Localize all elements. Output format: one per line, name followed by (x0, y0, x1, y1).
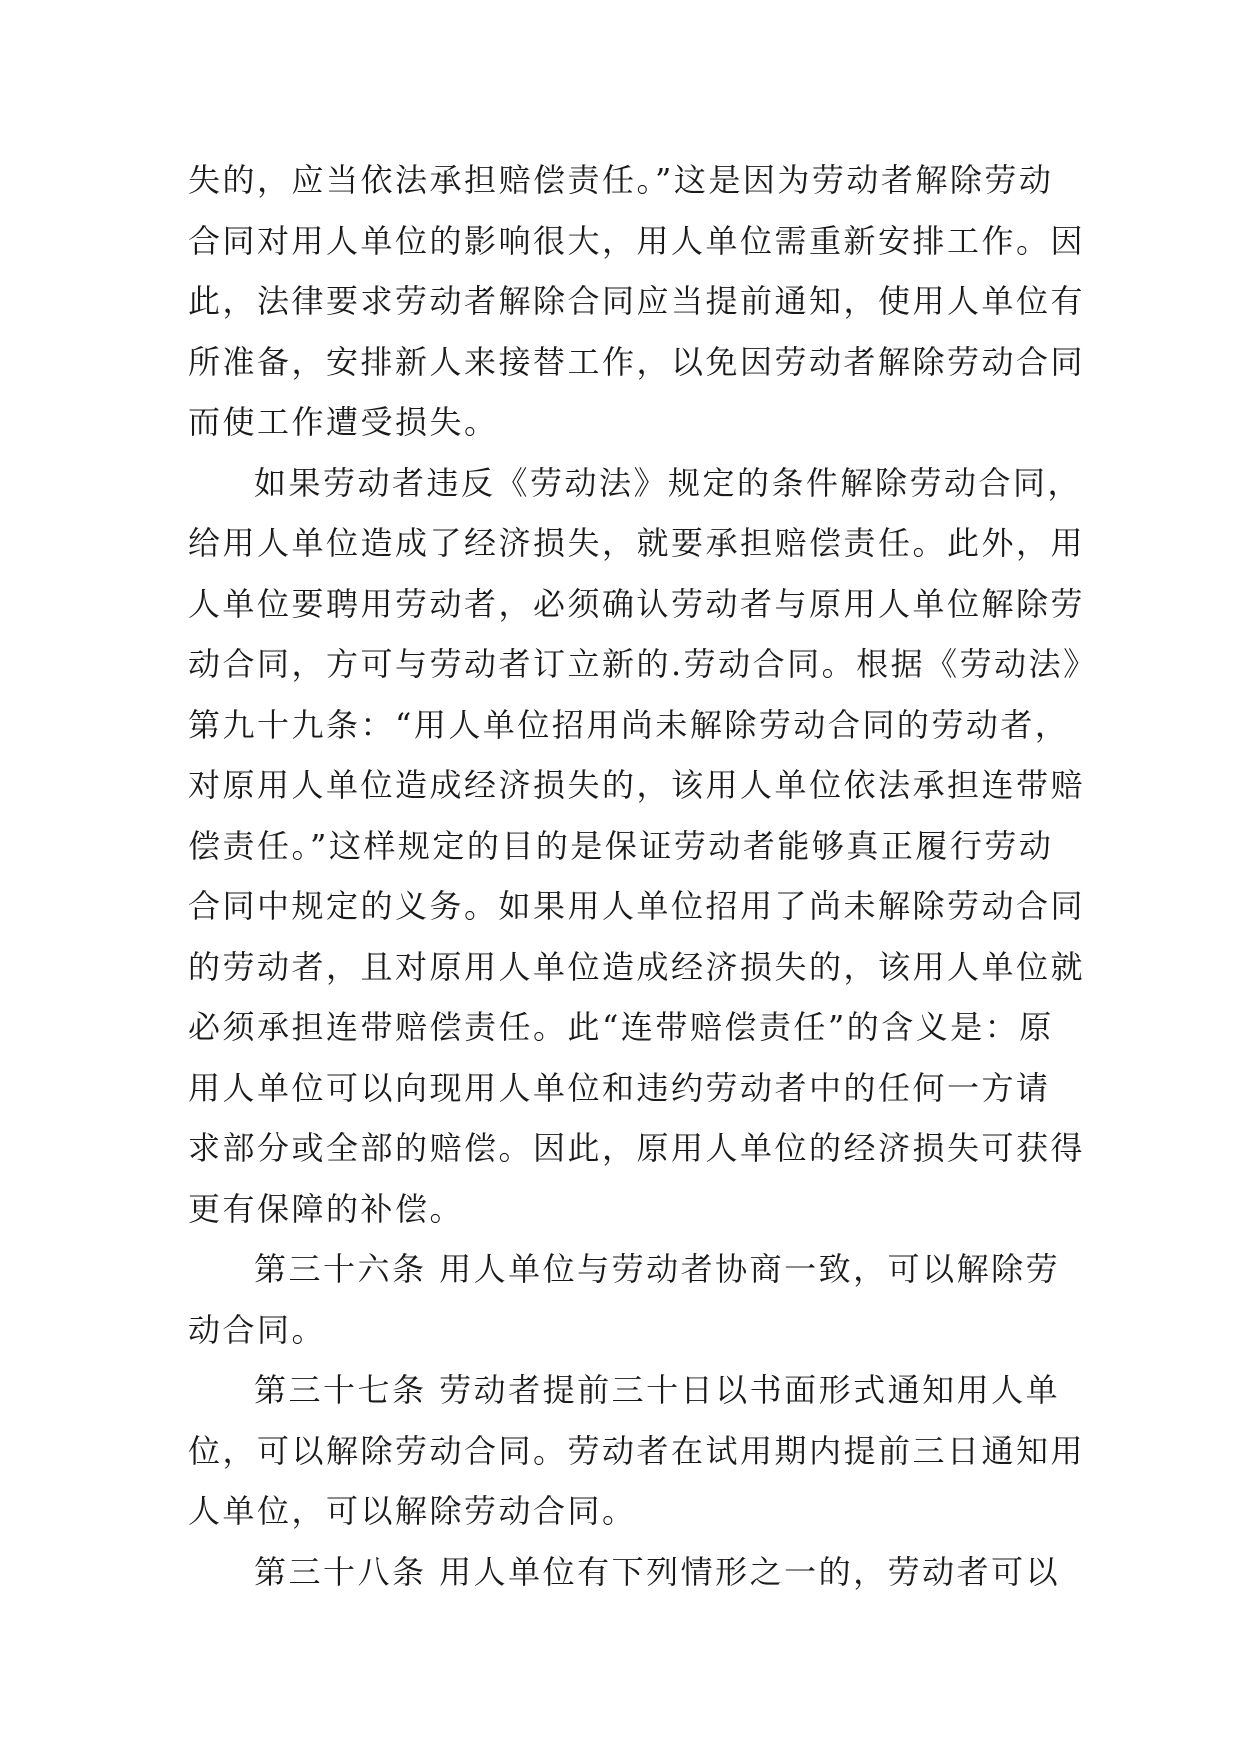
text-line: 合同中规定的义务。如果用人单位招用了尚未解除劳动合同 (188, 887, 1086, 925)
text-line: 第九十九条：“用人单位招用尚未解除劳动合同的劳动者， (188, 705, 1070, 744)
text-line: 此，法律要求劳动者解除合同应当提前通知，使用人单位有 (188, 282, 1086, 320)
text-line: 更有保障的补偿。 (188, 1189, 465, 1228)
text-line: 所准备，安排新人来接替工作，以免因劳动者解除劳动合同 (188, 342, 1086, 381)
text-line: 的劳动者，且对原用人单位造成经济损失的，该用人单位就 (188, 947, 1086, 986)
text-line: 给用人单位造成了经济损失，就要承担赔偿责任。此外，用 (188, 524, 1086, 562)
text-line: 位，可以解除劳动合同。劳动者在试用期内提前三日通知用 (188, 1431, 1086, 1470)
text-line: 人单位，可以解除劳动合同。 (188, 1492, 637, 1530)
text-line: 对原用人单位造成经济损失的，该用人单位依法承担连带赔 (188, 766, 1086, 804)
text-line: 动合同。 (188, 1310, 327, 1349)
article-37-heading-line: 第三十七条 劳动者提前三十日以书面形式通知用人单 (254, 1371, 1061, 1409)
text-line: 动合同，方可与劳动者订立新的.劳动合同。根据《劳动法》 (188, 645, 1098, 683)
paragraph-first-line: 如果劳动者违反《劳动法》规定的条件解除劳动合同， (254, 463, 1083, 502)
text-line: 求部分或全部的赔偿。因此，原用人单位的经济损失可获得 (188, 1129, 1086, 1167)
text-line: 偿责任。”这样规定的目的是保证劳动者能够真正履行劳动 (188, 826, 1054, 865)
text-line: 用人单位可以向现用人单位和违约劳动者中的任何一方请 (188, 1068, 1051, 1107)
text-line: 人单位要聘用劳动者，必须确认劳动者与原用人单位解除劳 (188, 584, 1086, 623)
text-line: 而使工作遭受损失。 (188, 403, 499, 441)
text-line: 合同对用人单位的影响很大，用人单位需重新安排工作。因 (188, 221, 1086, 260)
article-38-heading-line: 第三十八条 用人单位有下列情形之一的，劳动者可以 (254, 1552, 1061, 1591)
text-line: 失的，应当依法承担赔偿责任。”这是因为劳动者解除劳动 (188, 161, 1054, 199)
document-body (188, 150, 1098, 1602)
text-line: 必须承担连带赔偿责任。此“连带赔偿责任”的含义是：原 (188, 1008, 1054, 1046)
article-36-heading-line: 第三十六条 用人单位与劳动者协商一致，可以解除劳 (254, 1250, 1061, 1288)
